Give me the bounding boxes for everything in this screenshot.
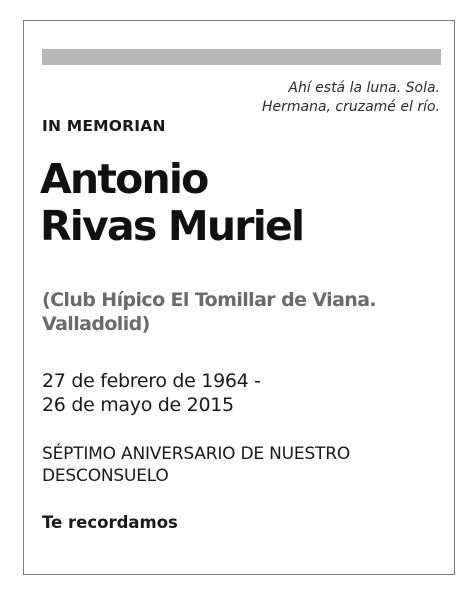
anniversary-message [42,443,350,487]
farewell-text: Te recordamos [42,513,178,532]
message-line-1: SÉPTIMO ANIVERSARIO DE NUESTRO [42,444,351,464]
deceased-name [40,156,303,250]
top-divider-bar [42,49,441,65]
quote-line-2: Hermana, cruzamé el río. [261,99,440,115]
affiliation [42,288,376,336]
name-surnames: Rivas Muriel [40,202,304,250]
epigraph-quote [262,79,440,117]
life-dates [42,369,261,417]
affiliation-line-1: (Club Hípico El Tomillar de Viana. [42,289,377,311]
affiliation-line-2: Valladolid) [42,313,150,335]
death-date: 26 de mayo de 2015 [42,394,234,416]
birth-date: 27 de febrero de 1964 - [42,370,261,392]
message-line-2: DESCONSUELO [42,466,169,486]
quote-line-1: Ahí está la luna. Sola. [288,80,440,96]
in-memoriam-heading: IN MEMORIAN [42,117,166,135]
name-first: Antonio [40,155,208,203]
